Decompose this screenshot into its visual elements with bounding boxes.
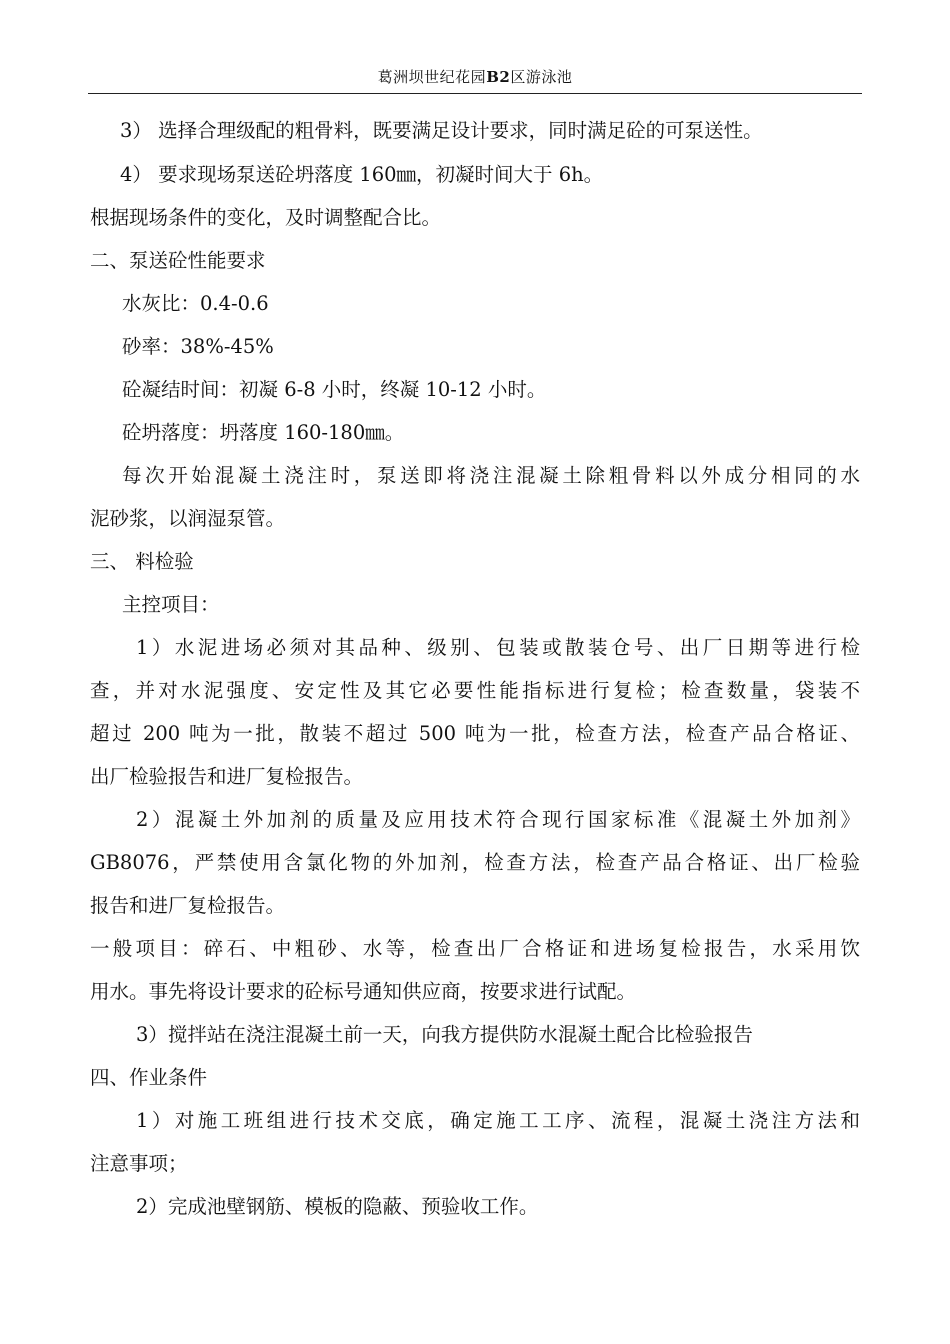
body-line: 根据现场条件的变化，及时调整配合比。 — [90, 206, 442, 229]
body-line: 4） 要求现场泵送砼坍落度 160㎜，初凝时间大于 6h。 — [120, 163, 604, 186]
section-heading: 三、 料检验 — [90, 550, 194, 573]
body-line: 2）完成池壁钢筋、模板的隐蔽、预验收工作。 — [136, 1195, 539, 1218]
body-line: 3）搅拌站在浇注混凝土前一天，向我方提供防水混凝土配合比检验报告 — [136, 1023, 753, 1046]
body-line: 3） 选择合理级配的粗骨料，既要满足设计要求，同时满足砼的可泵送性。 — [120, 119, 763, 142]
body-line: 报告和进厂复检报告。 — [90, 894, 286, 917]
page-header — [88, 66, 862, 87]
body-line: 砼坍落度：坍落度 160-180㎜。 — [122, 421, 405, 444]
body-line: 出厂检验报告和进厂复检报告。 — [90, 765, 364, 788]
body-line: GB8076，严禁使用含氯化物的外加剂，检查方法，检查产品合格证、出厂检验 — [90, 851, 860, 874]
header-rule — [88, 93, 862, 94]
body-line: 一般项目：碎石、中粗砂、水等，检查出厂合格证和进场复检报告，水采用饮 — [90, 937, 860, 960]
body-line: 1）对施工班组进行技术交底，确定施工工序、流程，混凝土浇注方法和 — [136, 1109, 860, 1132]
header-suffix: 区游泳池 — [510, 68, 573, 86]
body-line: 1）水泥进场必须对其品种、级别、包装或散装仓号、出厂日期等进行检 — [136, 636, 860, 659]
body-line: 泥砂浆，以润湿泵管。 — [90, 507, 286, 530]
section-heading: 二、泵送砼性能要求 — [90, 249, 266, 272]
section-heading: 四、作业条件 — [90, 1066, 208, 1089]
body-line: 主控项目： — [122, 593, 220, 616]
header-prefix: 葛洲坝世纪花园 — [377, 68, 487, 86]
body-line: 水灰比：0.4-0.6 — [122, 292, 269, 315]
header-bold: B2 — [486, 68, 511, 86]
body-line: 超过 200 吨为一批，散装不超过 500 吨为一批，检查方法，检查产品合格证、 — [90, 722, 860, 745]
body-line: 用水。事先将设计要求的砼标号通知供应商，按要求进行试配。 — [90, 980, 637, 1003]
body-line: 2）混凝土外加剂的质量及应用技术符合现行国家标准《混凝土外加剂》 — [136, 808, 860, 831]
body-line: 砼凝结时间：初凝 6-8 小时，终凝 10-12 小时。 — [122, 378, 547, 401]
body-line: 砂率：38%-45% — [122, 335, 274, 358]
body-line: 注意事项； — [90, 1152, 188, 1175]
body-line: 每次开始混凝土浇注时，泵送即将浇注混凝土除粗骨料以外成分相同的水 — [122, 464, 860, 487]
body-line: 查，并对水泥强度、安定性及其它必要性能指标进行复检；检查数量，袋装不 — [90, 679, 860, 702]
